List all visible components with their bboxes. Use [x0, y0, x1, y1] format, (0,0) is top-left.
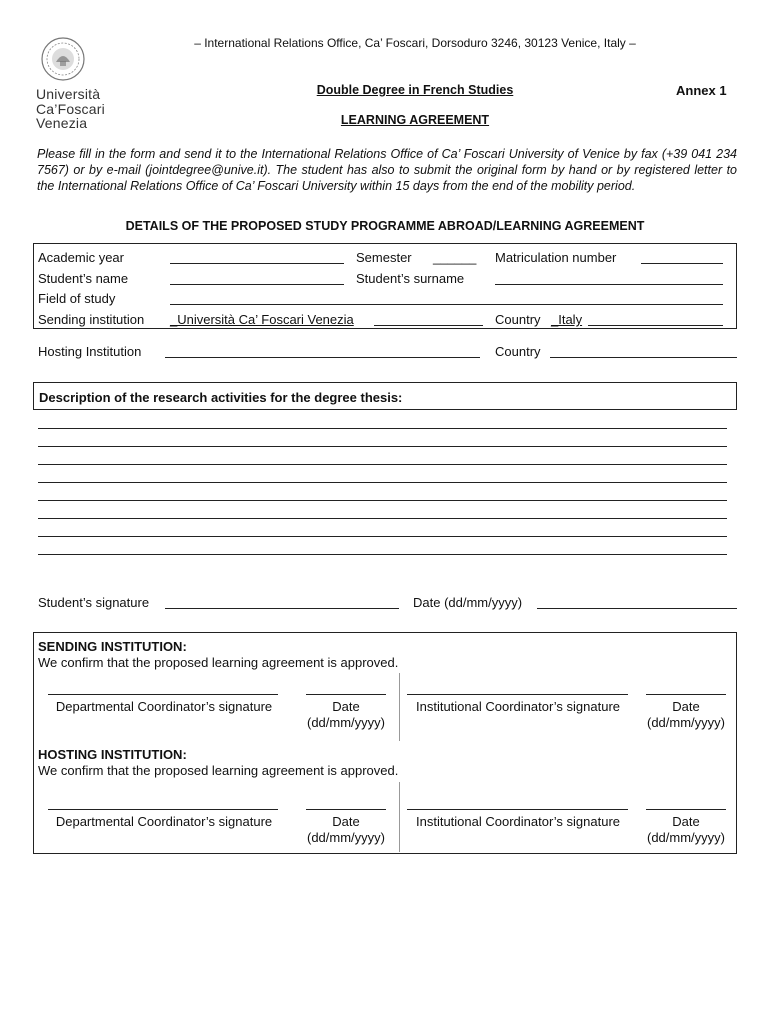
student-date-field[interactable] [537, 608, 737, 609]
sending-country-underline [588, 325, 723, 326]
student-name-label: Student’s name [38, 271, 129, 286]
hosting-departmental-date-field[interactable] [306, 809, 386, 810]
student-signature-label: Student’s signature [38, 595, 150, 610]
document-title: Double Degree in French Studies [316, 83, 514, 97]
student-name-field[interactable] [170, 284, 344, 285]
description-title: Description of the research activities for the degree thesis: [39, 390, 403, 405]
sending-institutional-date-format: (dd/mm/yyyy) [647, 715, 725, 730]
instructions-paragraph: Please fill in the form and send it to the International Relations Office of Ca’ Foscari University of Venice by fax (+39 041 234 7567) or by e-mail (jointdegree@unive.it). The student has also to submit the original form by hand or by registered letter to the International Relations Office of Ca’ Foscari University within 15 days from the end of the mobility period. [37, 147, 737, 193]
hosting-country-label: Country [495, 344, 541, 359]
description-line[interactable] [38, 446, 727, 447]
sending-departmental-date-field[interactable] [306, 694, 386, 695]
sending-divider [399, 673, 400, 741]
hosting-institution-title: HOSTING INSTITUTION: [38, 747, 187, 762]
hosting-institutional-date-field[interactable] [646, 809, 726, 810]
office-address: – International Relations Office, Ca’ Foscari, Dorsoduro 3246, 30123 Venice, Italy – [194, 36, 636, 50]
description-line[interactable] [38, 518, 727, 519]
annex-label: Annex 1 [676, 83, 727, 98]
description-line[interactable] [38, 428, 727, 429]
sending-country-value[interactable]: _Italy [551, 312, 583, 327]
hosting-departmental-label: Departmental Coordinator’s signature [55, 814, 273, 829]
hosting-institutional-signature-field[interactable] [407, 809, 628, 810]
hosting-country-field[interactable] [550, 357, 737, 358]
academic-year-label: Academic year [38, 250, 124, 265]
description-line[interactable] [38, 482, 727, 483]
student-surname-field[interactable] [495, 284, 723, 285]
sending-institution-label: Sending institution [38, 312, 145, 327]
sending-departmental-label: Departmental Coordinator’s signature [55, 699, 273, 714]
hosting-institutional-date-label: Date [672, 814, 700, 829]
student-surname-label: Student’s surname [356, 271, 465, 286]
semester-field[interactable]: ______ [433, 250, 477, 265]
sending-institutional-signature-field[interactable] [407, 694, 628, 695]
sending-departmental-date-format: (dd/mm/yyyy) [307, 715, 385, 730]
academic-year-field[interactable] [170, 263, 344, 264]
sending-approval-text: We confirm that the proposed learning agreement is approved. [38, 655, 399, 670]
sending-departmental-signature-field[interactable] [48, 694, 278, 695]
hosting-departmental-signature-field[interactable] [48, 809, 278, 810]
description-line[interactable] [38, 464, 727, 465]
matriculation-field[interactable] [641, 263, 723, 264]
sending-departmental-date-label: Date [332, 699, 360, 714]
description-line[interactable] [38, 500, 727, 501]
logo-line-1: Università [36, 86, 101, 102]
hosting-departmental-date-label: Date [332, 814, 360, 829]
logo-line-3: Venezia [36, 115, 88, 131]
document-subtitle: LEARNING AGREEMENT [340, 113, 490, 127]
sending-institutional-date-label: Date [672, 699, 700, 714]
student-signature-field[interactable] [165, 608, 399, 609]
details-heading: DETAILS OF THE PROPOSED STUDY PROGRAMME ABROAD/LEARNING AGREEMENT [125, 219, 645, 233]
logo-line-2: Ca’Foscari [36, 100, 105, 117]
sending-country-label: Country [495, 312, 541, 327]
sending-institutional-date-field[interactable] [646, 694, 726, 695]
hosting-institutional-date-format: (dd/mm/yyyy) [647, 830, 725, 845]
sending-institution-value[interactable]: _Università Ca’ Foscari Venezia [170, 312, 354, 327]
description-line[interactable] [38, 554, 727, 555]
field-of-study-label: Field of study [38, 291, 116, 306]
hosting-institution-field[interactable] [165, 357, 480, 358]
matriculation-label: Matriculation number [495, 250, 617, 265]
sending-institution-underline [374, 325, 483, 326]
hosting-institution-label: Hosting Institution [38, 344, 142, 359]
university-seal-icon [40, 36, 86, 82]
student-date-label: Date (dd/mm/yyyy) [413, 595, 523, 610]
semester-label: Semester [356, 250, 412, 265]
sending-institutional-label: Institutional Coordinator’s signature [415, 699, 621, 714]
field-of-study-field[interactable] [170, 304, 723, 305]
sending-institution-title: SENDING INSTITUTION: [38, 639, 187, 654]
hosting-divider [399, 782, 400, 852]
hosting-departmental-date-format: (dd/mm/yyyy) [307, 830, 385, 845]
hosting-approval-text: We confirm that the proposed learning agreement is approved. [38, 763, 399, 778]
hosting-institutional-label: Institutional Coordinator’s signature [415, 814, 621, 829]
description-line[interactable] [38, 536, 727, 537]
